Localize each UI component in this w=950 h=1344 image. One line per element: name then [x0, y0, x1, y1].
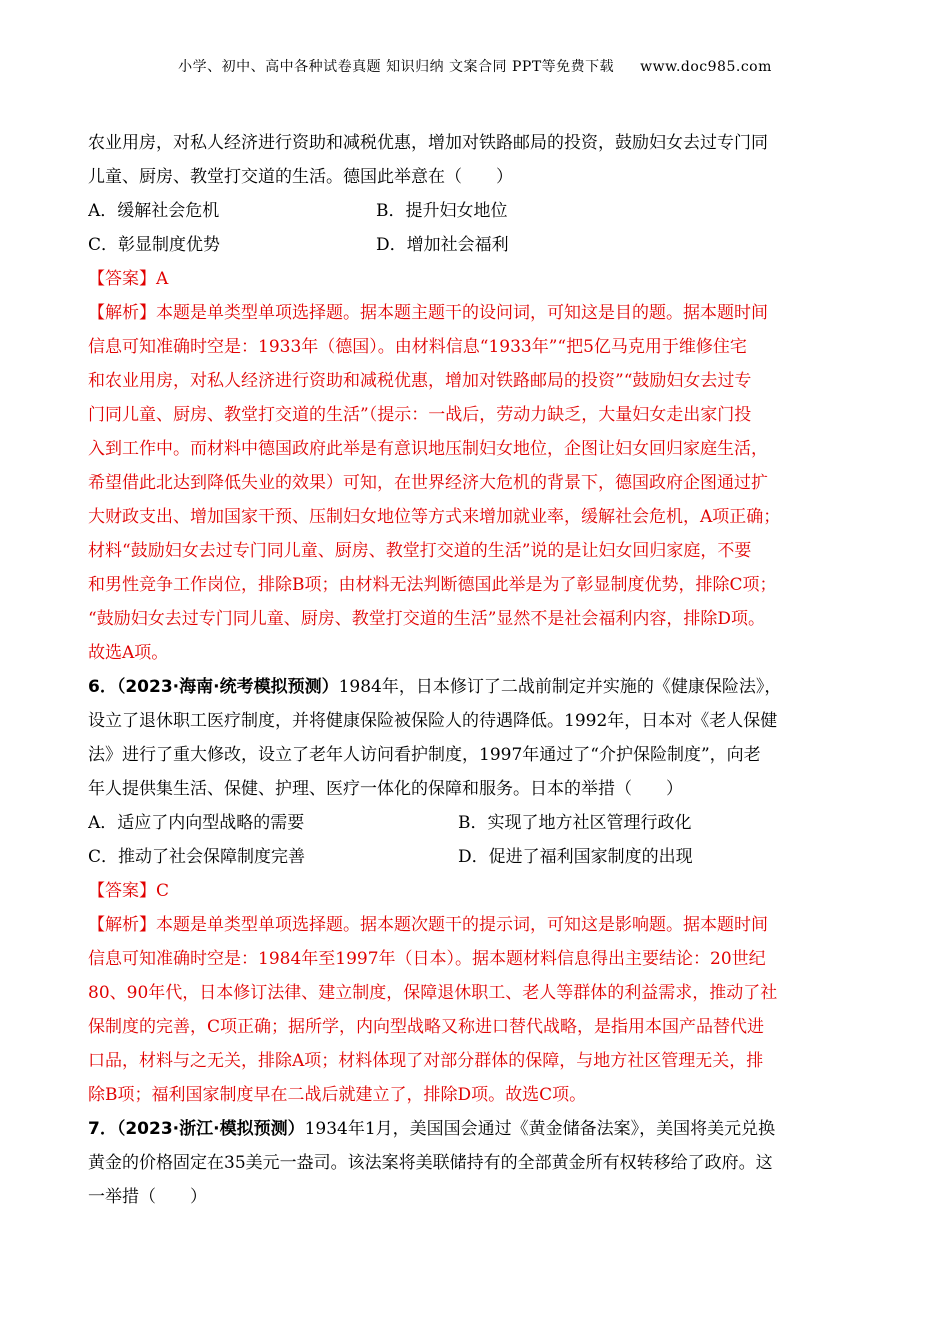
q5-option-c: C．彰显制度优势 [88, 235, 221, 255]
q6-stem-line: 法》进行了重大修改，设立了老年人访问看护制度，1997年通过了“介护保险制度”，向老 [88, 745, 761, 765]
q7-stem-line: 黄金的价格固定在35美元一盎司。该法案将美联储持有的全部黄金所有权转移给了政府。这 [88, 1153, 773, 1173]
q7-stem-line: 一举措（ ） [88, 1187, 207, 1207]
q5-analysis-line: 入到工作中。而材料中德国政府此举是有意识地压制妇女地位，企图让妇女回归家庭生活， [88, 439, 768, 459]
q5-options-row [88, 194, 868, 228]
q6-analysis [88, 908, 868, 1112]
q6-options-row [88, 806, 868, 840]
q6-answer: 【答案】C [88, 881, 170, 901]
q5-analysis-line: 故选A项。 [88, 643, 169, 663]
q5-analysis [88, 296, 868, 670]
q5-analysis-line: 门同儿童、厨房、教堂打交道的生活”（提示：一战后，劳动力缺乏，大量妇女走出家门投 [88, 405, 752, 425]
q6-analysis-line: 除B项；福利国家制度早在二战后就建立了，排除D项。故选C项。 [88, 1085, 587, 1105]
q6-options-row [88, 840, 868, 874]
q7-stem-first: 1934年1月，美国国会通过《黄金储备法案》，美国将美元兑换 [304, 1119, 776, 1139]
q6-option-b: B．实现了地方社区管理行政化 [458, 813, 692, 833]
q5-answer: 【答案】A [88, 269, 169, 289]
q7-number: 7． [88, 1119, 117, 1139]
q7-source: （2023·浙江·模拟预测） [116, 1119, 305, 1139]
q6-analysis-line: 80、90年代，日本修订法律、建立制度，保障退休职工、老人等群体的利益需求，推动了社 [88, 983, 778, 1003]
question-5 [88, 126, 868, 670]
q6-analysis-line: 口品，材料与之无关，排除A项；材料体现了对部分群体的保障，与地方社区管理无关，排 [88, 1051, 764, 1071]
q5-option-a: A．缓解社会危机 [88, 201, 220, 221]
q5-stem-line: 农业用房，对私人经济进行资助和减税优惠，增加对铁路邮局的投资，鼓励妇女去过专门同 [88, 133, 768, 153]
q5-options-row [88, 228, 868, 262]
q6-option-d: D．促进了福利国家制度的出现 [458, 847, 693, 867]
q6-analysis-line: 【解析】本题是单类型单项选择题。据本题次题干的提示词，可知这是影响题。据本题时间 [88, 915, 768, 935]
q5-stem-line: 儿童、厨房、教堂打交道的生活。德国此举意在（ ） [88, 167, 513, 187]
q6-option-c: C．推动了社会保障制度完善 [88, 847, 306, 867]
document-body [88, 126, 868, 1214]
q6-stem-line: 年人提供集生活、保健、护理、医疗一体化的保障和服务。日本的举措（ ） [88, 779, 683, 799]
q6-stem-line [88, 670, 868, 704]
page-header [0, 56, 950, 76]
q6-option-a: A．适应了内向型战略的需要 [88, 813, 305, 833]
question-6 [88, 670, 868, 1112]
q7-stem-line [88, 1112, 868, 1146]
header-url: www.doc985.com [640, 59, 772, 75]
q6-analysis-line: 信息可知准确时空是：1984年至1997年（日本）。据本题材料信息得出主要结论：20世纪 [88, 949, 766, 969]
q5-option-b: B．提升妇女地位 [376, 201, 508, 221]
q5-analysis-line: 【解析】本题是单类型单项选择题。据本题主题干的设问词，可知这是目的题。据本题时间 [88, 303, 768, 323]
header-text: 小学、初中、高中各种试卷真题 知识归纳 文案合同 PPT等免费下载 [178, 59, 615, 75]
question-7 [88, 1112, 868, 1214]
q5-analysis-line: 和男性竞争工作岗位，排除B项；由材料无法判断德国此举是为了彰显制度优势，排除C项； [88, 575, 777, 595]
q6-stem-line: 设立了退休职工医疗制度，并将健康保险被保险人的待遇降低。1992年，日本对《老人保健 [88, 711, 778, 731]
q5-analysis-line: 和农业用房，对私人经济进行资助和减税优惠，增加对铁路邮局的投资”“鼓励妇女去过专 [88, 371, 752, 391]
q5-analysis-line: “鼓励妇女去过专门同儿童、厨房、教堂打交道的生活”显然不是社会福利内容，排除D项。 [88, 609, 766, 629]
q6-number: 6． [88, 677, 117, 697]
q5-analysis-line: 材料“鼓励妇女去过专门同儿童、厨房、教堂打交道的生活”说的是让妇女回归家庭，不要 [88, 541, 752, 561]
q6-stem-first: 1984年，日本修订了二战前制定并实施的《健康保险法》， [338, 677, 782, 697]
q5-analysis-line: 大财政支出、增加国家干预、压制妇女地位等方式来增加就业率，缓解社会危机，A项正确； [88, 507, 781, 527]
q5-analysis-line: 希望借此北达到降低失业的效果）可知，在世界经济大危机的背景下，德国政府企图通过扩 [88, 473, 768, 493]
q6-analysis-line: 保制度的完善，C项正确；据所学，内向型战略又称进口替代战略，是指用本国产品替代进 [88, 1017, 765, 1037]
q6-source: （2023·海南·统考模拟预测） [116, 677, 339, 697]
q5-analysis-line: 信息可知准确时空是：1933年（德国）。由材料信息“1933年”“把5亿马克用于维修住宅 [88, 337, 747, 357]
q5-option-d: D．增加社会福利 [376, 235, 509, 255]
